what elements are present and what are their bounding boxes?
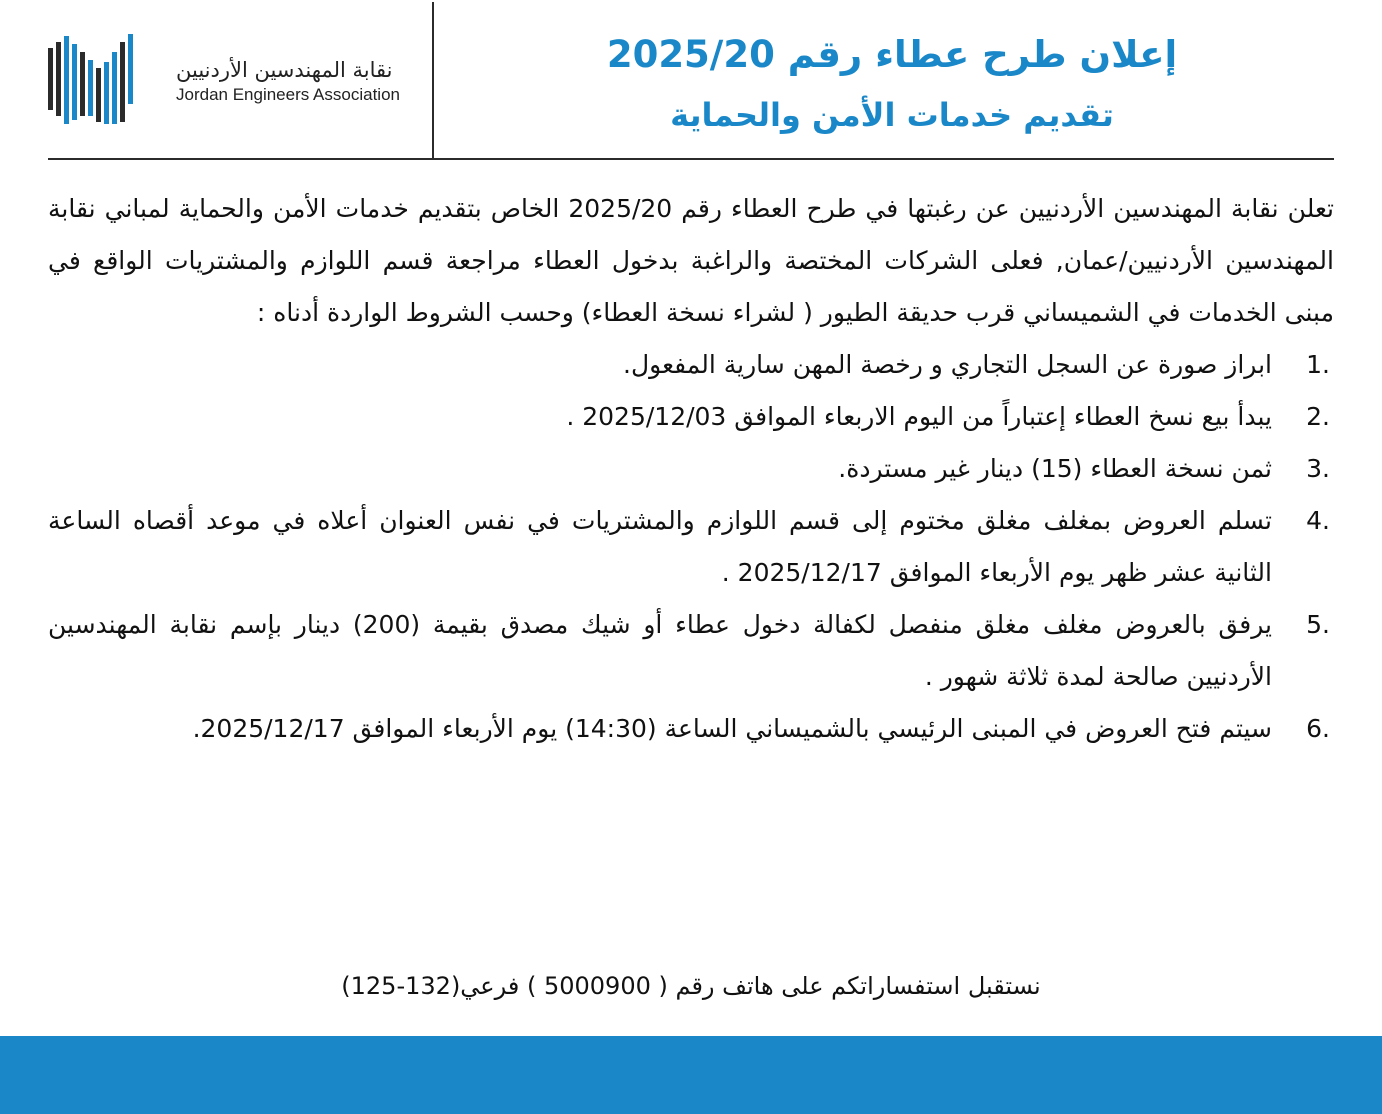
- jea-logo-mark: [48, 32, 168, 128]
- condition-number: 5.: [1306, 610, 1330, 639]
- condition-text: ابراز صورة عن السجل التجاري و رخصة المهن سارية المفعول.: [623, 350, 1272, 379]
- jea-logo: [48, 32, 408, 128]
- condition-item: [48, 599, 1334, 703]
- condition-number: 2.: [1306, 402, 1330, 431]
- logo-text: [176, 56, 452, 106]
- condition-item: [48, 703, 1334, 755]
- contact-note: نستقبل استفساراتكم على هاتف رقم ( 5000900 ) فرعي(132-125): [341, 972, 1041, 1000]
- condition-item: [48, 391, 1334, 443]
- condition-text: يرفق بالعروض مغلف مغلق منفصل لكفالة دخول عطاء أو شيك مصدق بقيمة (200) دينار بإسم نقابة المهندسين الأردنيين صالحة لمدة ثلاثة شهور .: [48, 610, 1272, 691]
- condition-text: يبدأ بيع نسخ العطاء إعتباراً من اليوم الاربعاء الموافق 2025/12/03 .: [566, 402, 1272, 431]
- condition-text: سيتم فتح العروض في المبنى الرئيسي بالشميساني الساعة (14:30) يوم الأربعاء الموافق 2025/12/17.: [192, 714, 1272, 743]
- logo-name-ar: نقابة المهندسين الأردنيين: [176, 58, 393, 82]
- announcement-body: [48, 183, 1334, 755]
- condition-number: 6.: [1306, 714, 1330, 743]
- intro-paragraph: تعلن نقابة المهندسين الأردنيين عن رغبتها في طرح العطاء رقم 2025/20 الخاص بتقديم خدمات الأمن والحماية لمباني نقابة المهندسين الأردنيين/عمان, فعلى الشركات المختصة والراغبة بدخول العطاء مراجعة قسم اللوازم والمشتريات الواقع في مبنى الخدمات في الشميساني قرب حديقة الطيور ( لشراء نسخة العطاء) وحسب الشروط الواردة أدناه :: [48, 194, 1334, 327]
- condition-number: 3.: [1306, 454, 1330, 483]
- condition-item: [48, 495, 1334, 599]
- condition-text: تسلم العروض بمغلف مغلق مختوم إلى قسم اللوازم والمشتريات في نفس العنوان أعلاه في موعد أقصاه الساعة الثانية عشر ظهر يوم الأربعاء الموافق 2025/12/17 .: [48, 506, 1272, 587]
- page-title: إعلان طرح عطاء رقم 2025/20: [606, 33, 1178, 76]
- condition-item: [48, 339, 1334, 391]
- condition-item: [48, 443, 1334, 495]
- header: [0, 0, 1382, 160]
- condition-text: ثمن نسخة العطاء (15) دينار غير مستردة.: [838, 454, 1272, 483]
- condition-number: 4.: [1306, 506, 1330, 535]
- title-block: [450, 28, 1334, 140]
- header-vertical-divider: [432, 2, 434, 158]
- bottom-accent-bar: [0, 1036, 1382, 1114]
- page-subtitle: تقديم خدمات الأمن والحماية: [670, 96, 1114, 134]
- conditions-list: [48, 339, 1334, 755]
- condition-number: 1.: [1306, 350, 1330, 379]
- logo-name-en: Jordan Engineers Association: [176, 85, 400, 104]
- header-horizontal-divider: [48, 158, 1334, 160]
